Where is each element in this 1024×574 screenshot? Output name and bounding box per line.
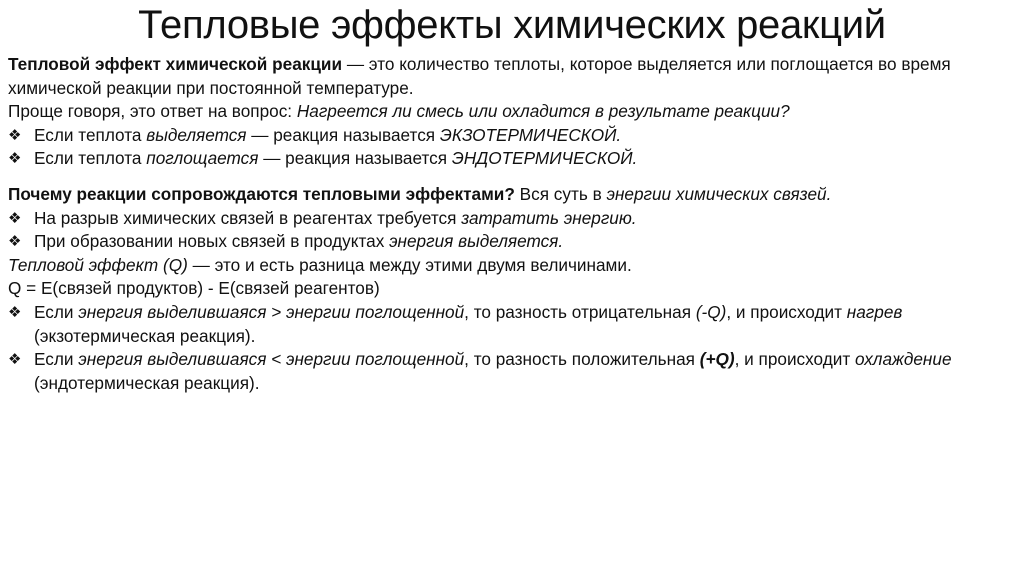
definition-text: — это количество теплоты, которое выделяется или поглощается во время химической реакции при постоянной температуре.: [8, 54, 951, 98]
bullet-text: Если энергия выделившаяся < энергии поглощенной, то разность положительная (+Q), и происходит охлаждение (эндотермическая реакция).: [34, 349, 952, 393]
simple-explanation-question: Нагреется ли смесь или охладится в результате реакции?: [296, 101, 790, 122]
heat-effect-definition: [8, 254, 1018, 278]
formula: Q = E(связей продуктов) - E(связей реагентов): [8, 278, 380, 299]
bullet-endothermic: [8, 147, 1018, 171]
bullet-bond-breaking: [8, 207, 1018, 231]
spacer: [8, 171, 1018, 183]
diamond-bullet-icon: ❖: [8, 126, 22, 144]
bullet-text: На разрыв химических связей в реагентах требуется затратить энергию.: [34, 207, 637, 228]
simple-explanation-lead: Проще говоря, это ответ на вопрос:: [8, 101, 297, 122]
heat-effect-term: Тепловой эффект (Q): [8, 254, 188, 275]
slide-title: Тепловые эффекты химических реакций: [138, 3, 886, 47]
bullet-text: Если теплота выделяется — реакция называется ЭКЗОТЕРМИЧЕСКОЙ.: [34, 124, 622, 145]
bullet-exothermic: [8, 124, 1018, 148]
definition-paragraph: [8, 53, 1018, 100]
bullet-text: Если теплота поглощается — реакция называется ЭНДОТЕРМИЧЕСКОЙ.: [34, 148, 638, 169]
diamond-bullet-icon: ❖: [8, 233, 22, 251]
bullet-text: Если энергия выделившаяся > энергии поглощенной, то разность отрицательная (-Q), и происходит нагрев (экзотермическая реакция).: [34, 301, 903, 346]
bullet-text: При образовании новых связей в продуктах энергия выделяется.: [34, 231, 564, 252]
bullet-negative-q: [8, 301, 1018, 348]
bullet-positive-q: [8, 348, 1018, 395]
heat-effect-text: — это и есть разница между этими двумя величинами.: [187, 254, 632, 275]
diamond-bullet-icon: ❖: [8, 209, 22, 227]
bullet-bond-forming: [8, 230, 1018, 254]
slide-body: [8, 53, 1018, 395]
diamond-bullet-icon: ❖: [8, 303, 22, 321]
simple-explanation: [8, 100, 1018, 124]
definition-term: Тепловой эффект химической реакции: [8, 54, 343, 74]
why-answer-emphasis: энергии химических связей.: [606, 183, 832, 204]
diamond-bullet-icon: ❖: [8, 150, 22, 168]
why-question: Почему реакции сопровождаются тепловыми эффектами?: [8, 183, 515, 204]
why-paragraph: [8, 183, 1018, 207]
diamond-bullet-icon: ❖: [8, 351, 22, 369]
why-answer: Вся суть в: [514, 183, 607, 204]
